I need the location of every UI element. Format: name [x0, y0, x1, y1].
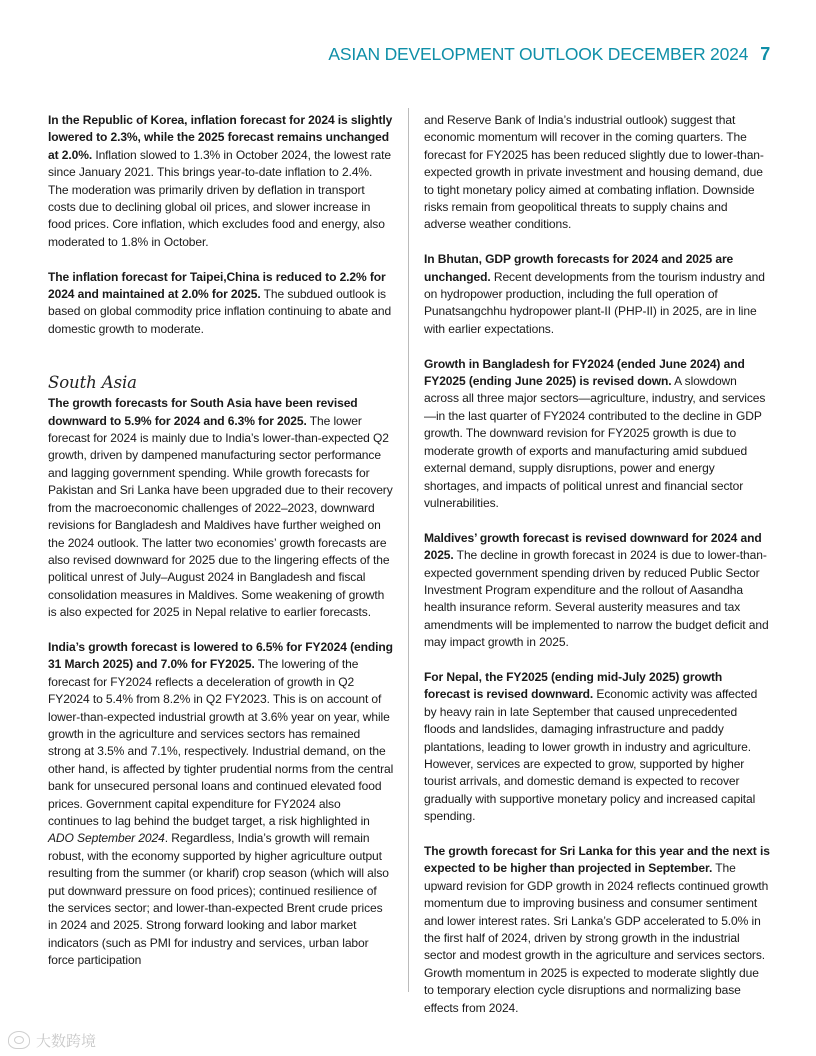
bangladesh-lead: Growth in Bangladesh for FY2024 (ended June 2024) and FY2025 (ending June 2025) is revised down. [424, 356, 745, 389]
south-asia-paragraph [48, 395, 394, 621]
nepal-paragraph [424, 669, 770, 826]
publication-title: ASIAN DEVELOPMENT OUTLOOK DECEMBER 2024 [328, 44, 749, 64]
india-body-1: The lowering of the forecast for FY2024 reflects a deceleration of growth in Q2 FY2024 to 5.4% from 8.2% in Q2 FY2023. This is on account of lower-than-expected industrial growth at 3.6% year on year, while growth in the agriculture and services sectors has remained strong at 3.5% and 7.1%, respectively. Industrial demand, on the other hand, is affected by tighter prudential norms from the central bank for unsecured personal loans and continued elevated food prices. Government capital expenditure for FY2024 also continues to lag behind the budget target, a risk highlighted in [48, 657, 394, 828]
page-number: 7 [760, 44, 770, 64]
sri-lanka-paragraph [424, 843, 770, 1017]
column-divider [408, 108, 409, 992]
left-column [48, 112, 394, 987]
india-paragraph [48, 639, 394, 970]
right-column [424, 112, 770, 1034]
taipei-lead: The inflation forecast for Taipei,China is reduced to 2.2% for 2024 and maintained at 2.0% for 2025. [48, 269, 386, 302]
section-heading-south-asia: South Asia [48, 373, 137, 393]
sri-lanka-lead: The growth forecast for Sri Lanka for this year and the next is expected to be higher than projected in September. [424, 843, 770, 876]
bhutan-body: Recent developments from the tourism industry and on hydropower production, including the full operation of Punatsangchhu hydropower plant-II (PHP-II) in 2025, are in line with earlier expectations. [424, 269, 765, 336]
sri-lanka-body: The upward revision for GDP growth in 2024 reflects continued growth momentum due to improving business and consumer sentiment and lower interest rates. Sri Lanka’s GDP accelerated to 5.0% in the first half of 2024, driven by strong growth in the industrial sector and modest growth in the agriculture and services sectors. Growth momentum in 2025 is expected to moderate slightly due to temporary election cycle disruptions and normalizing base effects from 2024. [424, 861, 769, 1015]
india-citation: ADO September 2024 [48, 831, 165, 846]
bangladesh-paragraph [424, 356, 770, 513]
bangladesh-body: A slowdown across all three major sectors—agriculture, industry, and services—in the last quarter of FY2024 contributed to the decline in GDP growth. The downward revision for FY2025 growth is due to moderate growth of exports and manufacturing amid subdued external demand, supply disruptions, power and energy shortages, and impacts of political unrest and financial sector vulnerabilities. [424, 374, 766, 510]
korea-lead: In the Republic of Korea, inflation forecast for 2024 is slightly lowered to 2.3%, while the 2025 forecast remains unchanged at 2.0%. [48, 113, 393, 162]
bhutan-paragraph [424, 251, 770, 338]
korea-body: Inflation slowed to 1.3% in October 2024, the lowest rate since January 2021. This brings year-to-date inflation to 2.4%. The moderation was primarily driven by deflation in transport costs due to declining global oil prices, and slower increase in food prices. Core inflation, which excludes food and energy, also moderated to 1.8% in October. [48, 147, 391, 249]
maldives-paragraph [424, 530, 770, 652]
india-lead: India’s growth forecast is lowered to 6.5% for FY2024 (ending 31 March 2025) and 7.0% for FY2025. [48, 639, 393, 672]
nepal-body: Economic activity was affected by heavy rain in late September that caused unprecedented floods and landslides, damaging infrastructure and paddy plantations, leading to lower growth in industry and agriculture. However, services are expected to grow, supported by higher tourist arrivals, and domestic demand is expected to recover gradually with supportive monetary policy and increased capital spending. [424, 687, 758, 824]
taipei-paragraph [48, 269, 394, 339]
korea-paragraph [48, 112, 394, 251]
bhutan-lead: In Bhutan, GDP growth forecasts for 2024 and 2025 are unchanged. [424, 252, 734, 284]
taipei-body: The subdued outlook is based on global commodity price inflation continuing to abate and domestic growth to moderate. [48, 287, 392, 336]
south-asia-body: The lower forecast for 2024 is mainly due to India’s lower-than-expected Q2 growth, driven by dampened manufacturing sector performance and lagging government spending. While growth forecasts for Pakistan and Sri Lanka have been upgraded due to their recovery from the macroeconomic challenges of 2022–2023, downward revisions for Bangladesh and Maldives have further weighed on the 2024 outlook. The latter two economies’ growth forecasts are also revised downward for 2025 due to the lingering effects of the political unrest of July–August 2024 in Bangladesh and fiscal consolidation measures in Maldives. Some weakening of growth is also expected for 2025 in Nepal relative to earlier forecasts. [48, 413, 393, 620]
watermark-logo-icon [8, 1031, 30, 1049]
maldives-body: The decline in growth forecast in 2024 is due to lower-than-expected government spending driven by reduced Public Sector Investment Program expenditure and the rollout of Aasandha health insurance reform. Several austerity measures and tax amendments will be implemented to narrow the budget deficit and may impact growth in 2025. [424, 548, 769, 650]
maldives-lead: Maldives’ growth forecast is revised downward for 2024 and 2025. [424, 530, 762, 563]
watermark [8, 1028, 96, 1052]
south-asia-lead: The growth forecasts for South Asia have been revised downward to 5.9% for 2024 and 6.3% for 2025. [48, 396, 358, 428]
india-continued-paragraph [424, 112, 770, 234]
india-body-2: . Regardless, India’s growth will remain robust, with the economy supported by higher agriculture output resulting from the summer (or kharif) crop season (which will also put downward pressure on food prices); continued resilience of the services sector; and lower-than-expected Brent crude prices in 2024 and 2025. Strong forward looking and labor market indicators (such as PMI for industry and services, urban labor force participation [48, 831, 389, 968]
page-header [328, 44, 770, 68]
nepal-lead: For Nepal, the FY2025 (ending mid-July 2025) growth forecast is revised downward. [424, 669, 723, 702]
watermark-text: 大数跨境 [36, 1032, 97, 1050]
india-continued-body: and Reserve Bank of India’s industrial outlook) suggest that economic momentum will recover in the coming quarters. The forecast for FY2025 has been reduced slightly due to lower-than-expected growth in private investment and housing demand, due to tight monetary policy aimed at combating inflation. Downside risks remain from geopolitical threats to supply chains and adverse weather conditions. [424, 113, 764, 232]
